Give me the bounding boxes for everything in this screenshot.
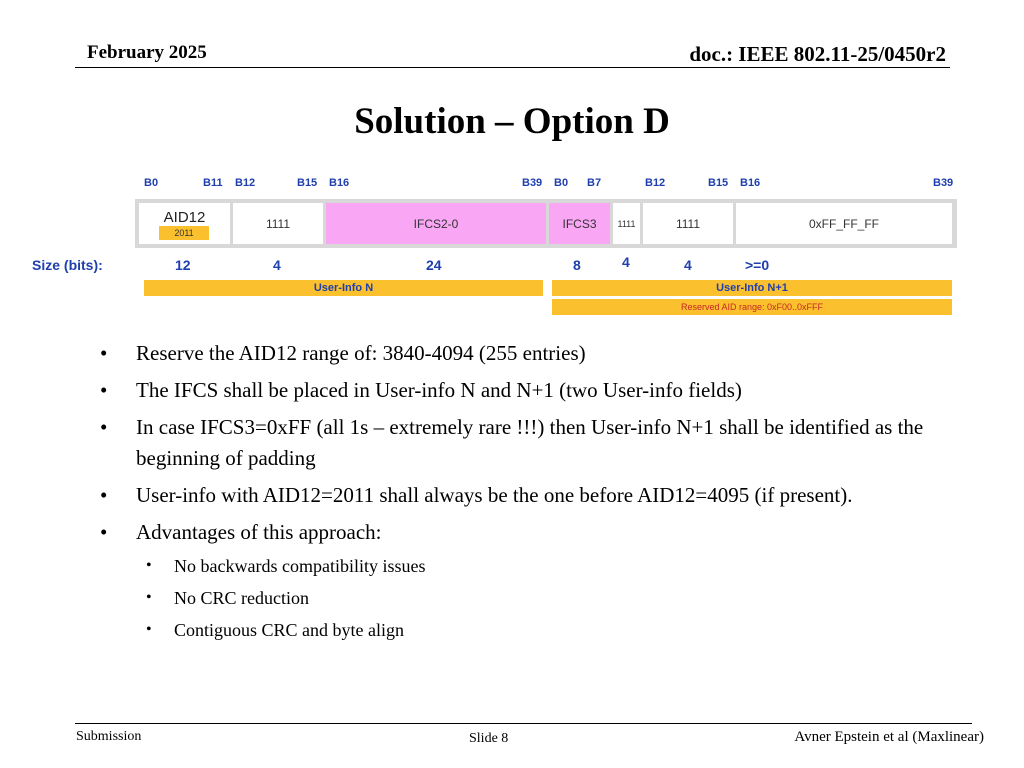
bit-label-b39: B39 [522,177,543,189]
header-doc-id: doc.: IEEE 802.11-25/0450r2 [689,42,946,66]
header-divider [75,67,950,68]
bit-label-b15-n1: B15 [708,177,729,189]
field-1111-small: 1111 [613,203,640,244]
slide-title: Solution – Option D [354,101,670,142]
footer-submission: Submission [76,729,142,744]
bullet-list [100,338,950,650]
fill-field: 0xFF_FF_FF [736,203,952,244]
user-info-n-bar: User-Info N [144,280,543,296]
size-aid12: 12 [175,257,191,273]
user-info-field-diagram [135,199,957,248]
aid12-label: AID12 [163,209,206,226]
size-1111-small: 4 [622,254,630,270]
bit-label-b12-n1: B12 [645,177,666,189]
field-1111-b: 1111 [643,203,733,244]
field-1111-a: 1111 [233,203,323,244]
bit-label-b39-n1: B39 [933,177,954,189]
reserved-aid-range-bar: Reserved AID range: 0xF00..0xFFF [552,299,952,315]
footer-slide-number: Slide 8 [469,731,509,746]
header-date: February 2025 [87,42,207,63]
aid12-value-badge: 2011 [159,226,209,240]
size-1111-b: 4 [684,257,692,273]
footer-divider [75,723,972,724]
size-ifcs2: 24 [426,257,442,273]
bit-label-b16-n1: B16 [740,177,761,189]
sub-bullet-item: • Contiguous CRC and byte align [100,618,950,642]
bit-label-b16: B16 [329,177,350,189]
sub-bullet-item: • No backwards compatibility issues [100,554,950,578]
size-ifcs3: 8 [573,257,581,273]
user-info-n1-bar: User-Info N+1 [552,280,952,296]
bit-label-b0-n1: B0 [554,177,569,189]
bullet-item: • User-info with AID12=2011 shall always be the one before AID12=4095 (if present). [100,480,950,511]
aid12-field [139,203,230,244]
bullet-item: • In case IFCS3=0xFF (all 1s – extremely rare !!!) then User-info N+1 shall be identified as the beginning of padding [100,412,950,474]
bit-label-b12: B12 [235,177,256,189]
size-1111-a: 4 [273,257,281,273]
bullet-item: • Reserve the AID12 range of: 3840-4094 (255 entries) [100,338,950,369]
sub-bullet-item: • No CRC reduction [100,586,950,610]
ifcs3-field: IFCS3 [549,203,610,244]
footer-authors: Avner Epstein et al (Maxlinear) [794,729,984,745]
bullet-item: • The IFCS shall be placed in User-info N and N+1 (two User-info fields) [100,375,950,406]
ifcs2-field: IFCS2-0 [326,203,546,244]
size-fill: >=0 [745,257,770,273]
bit-label-b11: B11 [203,177,223,189]
bit-label-b7-n1: B7 [587,177,602,189]
size-bits-label: Size (bits): [32,257,103,273]
bit-label-b15: B15 [297,177,318,189]
bit-label-b0: B0 [144,177,159,189]
bullet-item: • Advantages of this approach: [100,517,950,548]
